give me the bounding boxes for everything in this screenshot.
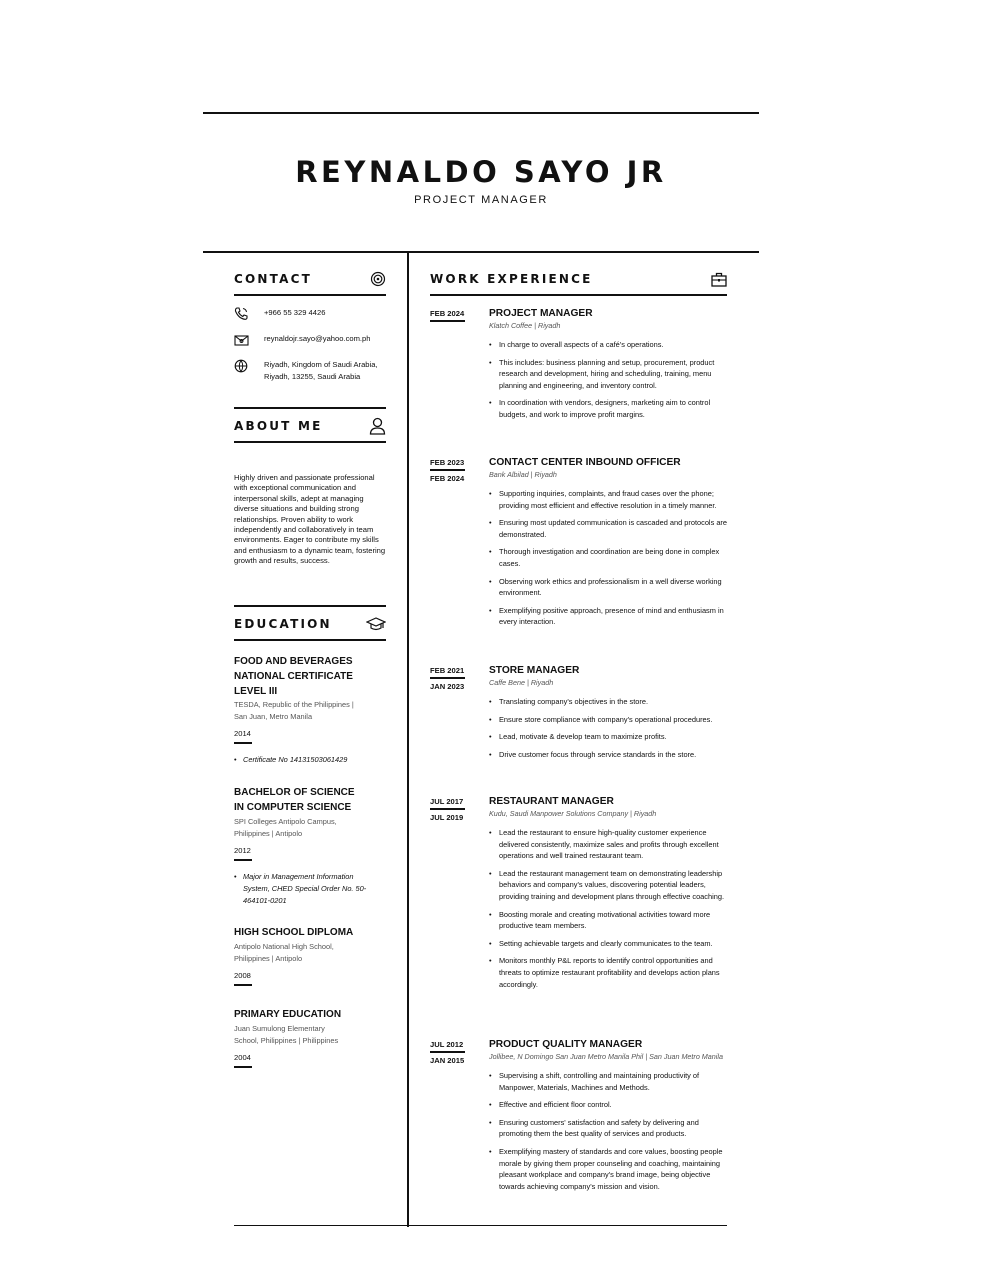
year-underline [234, 859, 252, 861]
job-bullet: • Lead the restaurant management team on demonstrating leadership behaviors and company's values, discovering potential leaders, providing training and development plans through effective coaching. [489, 868, 727, 903]
job-title: PROJECT MANAGER [489, 308, 593, 319]
about-underline [234, 441, 386, 443]
job-dates [430, 664, 472, 693]
contact-address: Riyadh, Kingdom of Saudi Arabia, Riyadh, 13255, Saudi Arabia [264, 360, 378, 381]
date-underline [430, 1051, 465, 1053]
job-start-date: FEB 2021 [430, 666, 465, 675]
education-school: Antipolo National High School, Philippines | Antipolo [234, 941, 334, 963]
about-heading: ABOUT ME [234, 419, 323, 433]
job-bullet: • Ensure store compliance with company's operational procedures. [489, 714, 727, 726]
left-bottom-divider [234, 1225, 408, 1226]
job-body [489, 1038, 727, 1198]
job-title: STORE MANAGER [489, 665, 580, 676]
contact-section-header [234, 262, 386, 296]
year-underline [234, 984, 252, 986]
job-start-date: FEB 2023 [430, 458, 465, 467]
job-bullets [489, 488, 727, 628]
education-school: SPI Colleges Antipolo Campus, Philippines | Antipolo [234, 816, 337, 838]
job-bullet: • Translating company's objectives in the store. [489, 696, 727, 708]
contact-phone: +966 55 329 4426 [264, 308, 326, 317]
date-underline [430, 677, 465, 679]
right-bottom-divider [409, 1225, 727, 1226]
job-company: Bank Albilad | Riyadh [489, 470, 557, 479]
education-title: BACHELOR OF SCIENCE IN COMPUTER SCIENCE [234, 787, 355, 813]
target-icon [370, 271, 386, 287]
job-bullets [489, 696, 727, 760]
year-underline [234, 742, 252, 744]
job-start-date: JUL 2017 [430, 797, 464, 806]
job-end-date: JAN 2023 [430, 682, 465, 691]
job-bullet: • In coordination with vendors, designers, marketing aim to control budgets, and work to improve profit margins. [489, 397, 727, 420]
globe-icon [234, 359, 264, 382]
contact-heading: CONTACT [234, 272, 312, 286]
job-bullet: • This includes: business planning and setup, procurement, product research and development, hiring and scheduling, training, menu planning and engineering, and inventory control. [489, 357, 727, 392]
education-year: 2014 [234, 729, 251, 739]
job-bullets [489, 827, 727, 990]
job-bullet: • Boosting morale and creating motivational activities toward more productive team members. [489, 909, 727, 932]
education-item [234, 786, 394, 907]
job-end-date: JUL 2019 [430, 813, 464, 822]
job-company: Klatch Coffee | Riyadh [489, 321, 561, 330]
contact-underline [234, 294, 386, 296]
work-section-header [430, 262, 727, 296]
education-title: HIGH SCHOOL DIPLOMA [234, 927, 354, 938]
job-end-date: JAN 2015 [430, 1056, 465, 1065]
job-dates [430, 1038, 472, 1067]
column-divider [407, 251, 409, 1227]
job-company: Jollibee, N Domingo San Juan Metro Manila Phil | San Juan Metro Manila [489, 1052, 723, 1061]
year-underline [234, 1066, 252, 1068]
job-bullet: • Lead, motivate & develop team to maximize profits. [489, 731, 727, 743]
job-bullet: • Exemplifying positive approach, presence of mind and enthusiasm in every interaction. [489, 605, 727, 628]
job-body [489, 307, 727, 427]
job-body [489, 795, 727, 996]
job-company: Caffe Bene | Riyadh [489, 678, 554, 687]
job-dates [430, 795, 472, 824]
education-section-header [234, 607, 386, 641]
education-note: • Certificate No 14131503061429 [234, 754, 394, 766]
contact-email-row [234, 333, 394, 351]
job-bullets [489, 1070, 727, 1192]
job-bullet: • Exemplifying mastery of standards and core values, boosting people morale by giving them proper counseling and coaching, maintaining pleasant workplace and company's brand image, being objective towards achieving company's mission and vision. [489, 1146, 727, 1192]
contact-address-row [234, 359, 384, 382]
about-text: Highly driven and passionate professional with exceptional communication and interpersonal skills, adept at managing diverse situations and building strong relationships. Proven ability to work independently and collaboratively in team environments. Eager to contribute my skills and enthusiasm to a dynamic team, fostering growth and results, success. [234, 473, 386, 566]
job-end-date: FEB 2024 [430, 474, 465, 483]
job-dates [430, 307, 472, 323]
job-bullet: • In charge to overall aspects of a café's operations. [489, 339, 727, 351]
job-title: CONTACT CENTER INBOUND OFFICER [489, 457, 681, 468]
education-title: FOOD AND BEVERAGES NATIONAL CERTIFICATE LEVEL III [234, 656, 353, 697]
job-bullet: • Ensuring customers' satisfaction and safety by delivering and promoting them the best quality of services and products. [489, 1117, 727, 1140]
work-underline [430, 294, 727, 296]
education-year: 2004 [234, 1052, 251, 1062]
job-bullet: • Monitors monthly P&L reports to identify control opportunities and threats to optimize restaurant profitability and develops action plans accordingly. [489, 955, 727, 990]
education-school: Juan Sumulong Elementary School, Philippines | Philippines [234, 1023, 339, 1045]
email-icon [234, 333, 264, 351]
job-bullet: • Setting achievable targets and clearly communicates to the team. [489, 938, 727, 950]
briefcase-icon [711, 272, 727, 287]
top-divider [203, 112, 759, 114]
contact-phone-row [234, 307, 394, 325]
education-item [234, 926, 394, 986]
job-start-date: JUL 2012 [430, 1040, 464, 1049]
education-item [234, 655, 394, 766]
education-underline [234, 639, 386, 641]
date-underline [430, 808, 465, 810]
candidate-title: PROJECT MANAGER [414, 194, 548, 206]
date-underline [430, 469, 465, 471]
job-body [489, 456, 727, 634]
job-bullet: • Observing work ethics and professionalism in a well diverse working environment. [489, 576, 727, 599]
job-bullet: • Ensuring most updated communication is cascaded and protocols are demonstrated. [489, 517, 727, 540]
job-bullet: • Drive customer focus through service standards in the store. [489, 749, 727, 761]
job-dates [430, 456, 472, 485]
job-title: PRODUCT QUALITY MANAGER [489, 1039, 643, 1050]
header-divider [203, 251, 759, 253]
job-title: RESTAURANT MANAGER [489, 796, 614, 807]
user-icon [369, 417, 386, 435]
education-heading: EDUCATION [234, 617, 332, 631]
job-bullet: • Effective and efficient floor control. [489, 1099, 727, 1111]
job-bullet: • Thorough investigation and coordination are being done in complex cases. [489, 546, 727, 569]
education-year: 2012 [234, 845, 251, 855]
education-year: 2008 [234, 970, 251, 980]
job-start-date: FEB 2024 [430, 309, 465, 318]
job-body [489, 664, 727, 766]
contact-email[interactable]: reynaldojr.sayo@yahoo.com.ph [264, 334, 371, 343]
date-underline [430, 320, 465, 322]
candidate-name: REYNALDO SAYO JR [295, 155, 667, 189]
job-bullet: • Supporting inquiries, complaints, and fraud cases over the phone; providing most efficient and effective resolution in a timely manner. [489, 488, 727, 511]
job-bullet: • Supervising a shift, controlling and maintaining productivity of Manpower, Materials, Machines and Methods. [489, 1070, 727, 1093]
job-company: Kudu, Saudi Manpower Solutions Company | Riyadh [489, 809, 657, 818]
job-bullet: • Lead the restaurant to ensure high-quality customer experience delivered consistently, maximize sales and profits through excellent operations and well trained restaurant team. [489, 827, 727, 862]
education-school: TESDA, Republic of the Philippines | San Juan, Metro Manila [234, 700, 354, 722]
education-title: PRIMARY EDUCATION [234, 1009, 342, 1020]
education-note: • Major in Management Information System, CHED Special Order No. 50-464101-0201 [234, 871, 376, 907]
about-section-header [234, 409, 386, 443]
education-item [234, 1008, 394, 1068]
job-bullets [489, 339, 727, 421]
phone-icon [234, 307, 264, 325]
work-heading: WORK EXPERIENCE [430, 272, 593, 286]
graduation-cap-icon [366, 616, 386, 633]
